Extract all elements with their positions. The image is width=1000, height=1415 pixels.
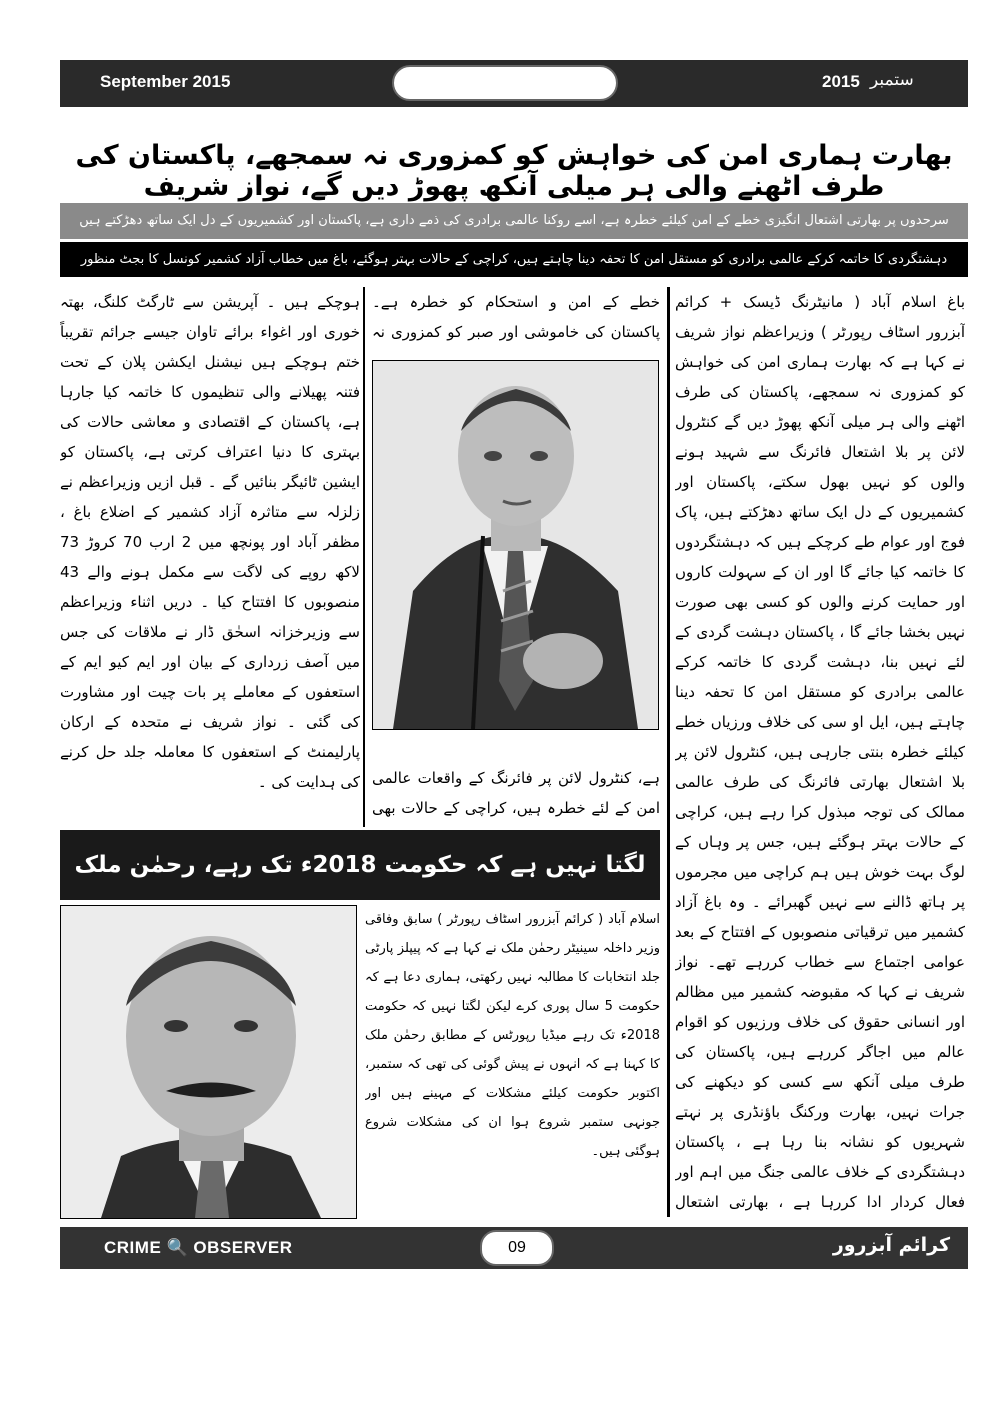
sub-headline-gray: سرحدوں پر بھارتی اشتعال انگیزی خطے کے امن کیلئے خطرہ ہے، اسے روکنا عالمی برادری کی ذمے داری ہے، پاکستان اور کشمیریوں کے دل ایک ساتھ دھڑکتے ہیں (60, 203, 968, 239)
page-headline: بھارت ہماری امن کی خواہش کو کمزوری نہ سمجھے، پاکستان کی طرف اٹھنے والی ہر میلی آنکھ پھوڑ دیں گے، نواز شریف (75, 140, 953, 202)
story-column-left: ہوچکے ہیں ۔ آپریشن سے ٹارگٹ کلنگ، بھتہ خوری اور اغواء برائے تاوان جیسے جرائم تقریباً ختم ہوچکے ہیں نیشنل ایکشن پلان کے تحت فتنہ پھیلانے والی تنظیموں کا خاتمہ کیا جارہا ہے، پاکستان کے اقتصادی و معاشی حالات کی بہتری کا دنیا اعتراف کرتی ہے، پاکستان کو ایشین ٹائیگر بنائیں گے ۔ قبل ازیں وزیراعظم نے زلزلہ سے متاثرہ آزاد کشمیر کے اضلاع باغ ، مظفر آباد اور پونچھ میں 2 ارب 70 کروڑ 73 لاکھ روپے کی لاگت سے مکمل ہونے والے 43 منصوبوں کا افتتاح کیا ۔ دریں اثناء وزیراعظم سے وزیرخزانہ اسحٰق ڈار نے ملاقات کی جس میں آصف زرداری کے بیان اور ایم کیو ایم کے استعفوں کے معاملے پر بات چیت اور مشاورت کی گئی ۔ نواز شریف نے متحدہ کے ارکان پارلیمنٹ کے استعفوں کا معاملہ جلد حل کرنے کی ہدایت کی ۔ (60, 293, 360, 791)
footer-brand: CRIME 🔍 OBSERVER (104, 1238, 293, 1257)
sub-headline-black: دہشتگردی کا خاتمہ کرکے عالمی برادری کو مستقل امن کا تحفہ دینا چاہتے ہیں، کراچی کے حالات بہتر ہوگئے، باغ میں خطاب آزاد کشمیر کونسل کا بجٹ منظور (60, 242, 968, 277)
second-story-headline: لگتا نہیں ہے کہ حکومت 2018ء تک رہے، رحمٰن ملک (60, 830, 660, 900)
second-story-body: اسلام آباد ( کرائم آبزرور اسٹاف رپورٹر ) سابق وفاقی وزیر داخلہ سینیٹر رحمٰن ملک نے کہا ہے کہ پیپلز پارٹی جلد انتخابات کا مطالبہ نہیں رکھتی، ہماری دعا ہے کہ حکومت 5 سال پوری کرے لیکن لگتا نہیں کہ حکومت 2018ء تک رہے میڈیا رپورٹس کے مطابق رحمٰن ملک کا کہنا ہے کہ انہوں نے پیش گوئی کی تھی کہ ستمبر، اکتوبر حکومت کیلئے مشکلات کے مہینے ہیں اور جونہی ستمبر شروع ہوا ان کی مشکلات شروع ہوگئی ہیں۔ (365, 912, 660, 1159)
nawaz-sharif-photo (372, 360, 659, 730)
header-date: September 2015 (100, 72, 231, 91)
story-column-right: باغ اسلام آباد ( مانیٹرنگ ڈیسک + کرائم آبزرور اسٹاف رپورٹر ) وزیراعظم نواز شریف نے کہا ہے کہ بھارت ہماری امن کی خواہش کو کمزوری نہ سمجھے، پاکستان کی طرف اٹھنے والی ہر میلی آنکھ پھوڑ دیں گے کنٹرول لائن پر بلا اشتعال فائرنگ سے شہید ہونے والوں کو نہیں بھول سکتے، پاکستان اور کشمیریوں کے دل ایک ساتھ دھڑکتے ہیں، پاک فوج اور عوام طے کرچکے ہیں کہ دہشتگردوں کا خاتمہ کیا جائے گا اور ان کے سہولت کاروں اور حمایت کرنے والوں کو کسی بھی صورت نہیں بخشا جائے گا ، پاکستان دہشت گردی کے لئے نہیں بنا، دہشت گردی کا خاتمہ کرکے عالمی برادری کو مستقل امن کا تحفہ دینا چاہتے ہیں، ایل او سی کی خلاف ورزیاں خطے کیلئے خطرہ بنتی جارہی ہیں، کنٹرول لائن پر بلا اشتعال بھارتی فائرنگ کی طرف عالمی ممالک کی توجہ مبذول کرا رہے ہیں، کراچی کے حالات بہتر ہوگئے ہیں، جس پر وہاں کے لوگ بہت خوش ہیں ہم کراچی میں مجرموں پر ہاتھ ڈالنے سے نہیں گھبرائے ۔ وہ باغ آزاد کشمیر میں ترقیاتی منصوبوں کے افتتاح کے بعد عوامی اجتماع سے خطاب کررہے تھے۔ نواز شریف نے کہا کہ مقبوضہ کشمیر میں مظالم اور انسانی حقوق کی خلاف ورزیوں کو اقوام عالم میں اجاگر کررہے ہیں، پاکستان کی طرف میلی آنکھ سے کسی کو دیکھنے کی جرات نہیں، بھارت ورکنگ باؤنڈری پر نہتے شہریوں کو نشانہ بنا رہا ہے ، پاکستان دہشتگردی کے خلاف عالمی جنگ میں اہم اور فعال کردار ادا کررہا ہے ، بھارتی اشتعال (675, 293, 965, 1211)
header-month-urdu: ستمبر (870, 70, 914, 90)
header-year: 2015 (822, 72, 860, 91)
column-divider-left (363, 287, 365, 827)
column-divider (667, 287, 670, 1217)
story-column-middle-top: خطے کے امن و استحکام کو خطرہ ہے۔ پاکستان کی خاموشی اور صبر کو کمزوری نہ (372, 293, 660, 341)
footer-logo-urdu: کرائم آبزرور (832, 1234, 950, 1256)
header-pill (392, 65, 618, 101)
rehman-malik-photo (60, 905, 357, 1219)
page-number: 09 (480, 1230, 554, 1266)
story-column-middle-bottom: ہے، کنٹرول لائن پر فائرنگ کے واقعات عالمی امن کے لئے خطرہ ہیں، کراچی کے حالات بھی (372, 769, 660, 817)
